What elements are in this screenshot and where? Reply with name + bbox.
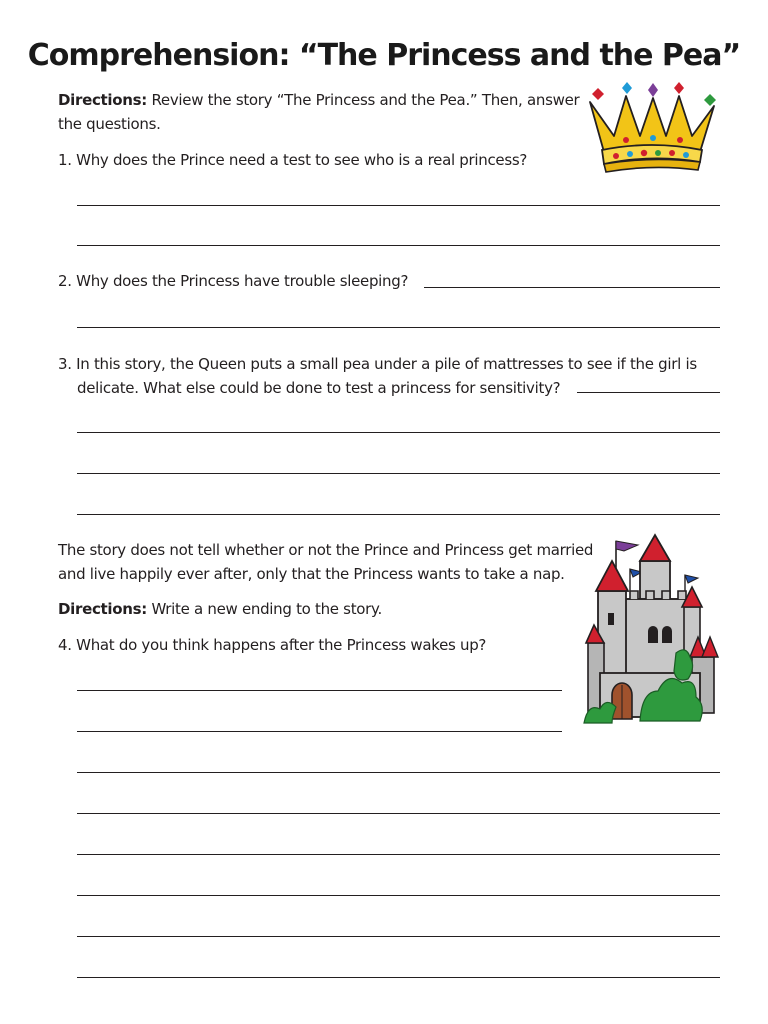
story-note-line: and live happily ever after, only that the Princess wants to take a nap.	[58, 565, 565, 583]
answer-line[interactable]	[77, 690, 562, 691]
answer-line[interactable]	[577, 392, 720, 393]
crown-icon	[582, 80, 722, 178]
question-4: 4. What do you think happens after the Princess wakes up?	[58, 636, 487, 654]
answer-line[interactable]	[77, 977, 720, 978]
answer-line[interactable]	[77, 432, 720, 433]
directions-label: Directions:	[58, 91, 147, 109]
answer-line[interactable]	[77, 936, 720, 937]
answer-line[interactable]	[77, 245, 720, 246]
directions-block-2	[58, 597, 382, 621]
directions-text-cont: the questions.	[58, 115, 161, 133]
question-1: 1. Why does the Prince need a test to see who is a real princess?	[58, 151, 528, 169]
answer-line[interactable]	[77, 514, 720, 515]
directions-block	[58, 88, 579, 112]
question-3: 3. In this story, the Queen puts a small pea under a pile of mattresses to see if the girl is	[58, 355, 697, 373]
answer-line[interactable]	[77, 731, 562, 732]
answer-line[interactable]	[77, 813, 720, 814]
story-note-line: The story does not tell whether or not the Prince and Princess get married	[58, 541, 594, 559]
answer-line[interactable]	[77, 772, 720, 773]
answer-line[interactable]	[77, 205, 720, 206]
question-3-cont: delicate. What else could be done to test a princess for sensitivity?	[77, 379, 561, 397]
directions-text: Write a new ending to the story.	[146, 600, 382, 618]
answer-line[interactable]	[77, 854, 720, 855]
answer-line[interactable]	[424, 287, 720, 288]
answer-line[interactable]	[77, 327, 720, 328]
answer-line[interactable]	[77, 895, 720, 896]
castle-icon	[580, 533, 720, 725]
answer-line[interactable]	[77, 473, 720, 474]
question-2	[58, 269, 408, 293]
question-2-text: 2. Why does the Princess have trouble sleeping?	[58, 272, 409, 290]
page-title: Comprehension: “The Princess and the Pea”	[27, 38, 741, 73]
directions-label: Directions:	[58, 600, 147, 618]
directions-text: Review the story “The Princess and the Pea.” Then, answer	[146, 91, 580, 109]
